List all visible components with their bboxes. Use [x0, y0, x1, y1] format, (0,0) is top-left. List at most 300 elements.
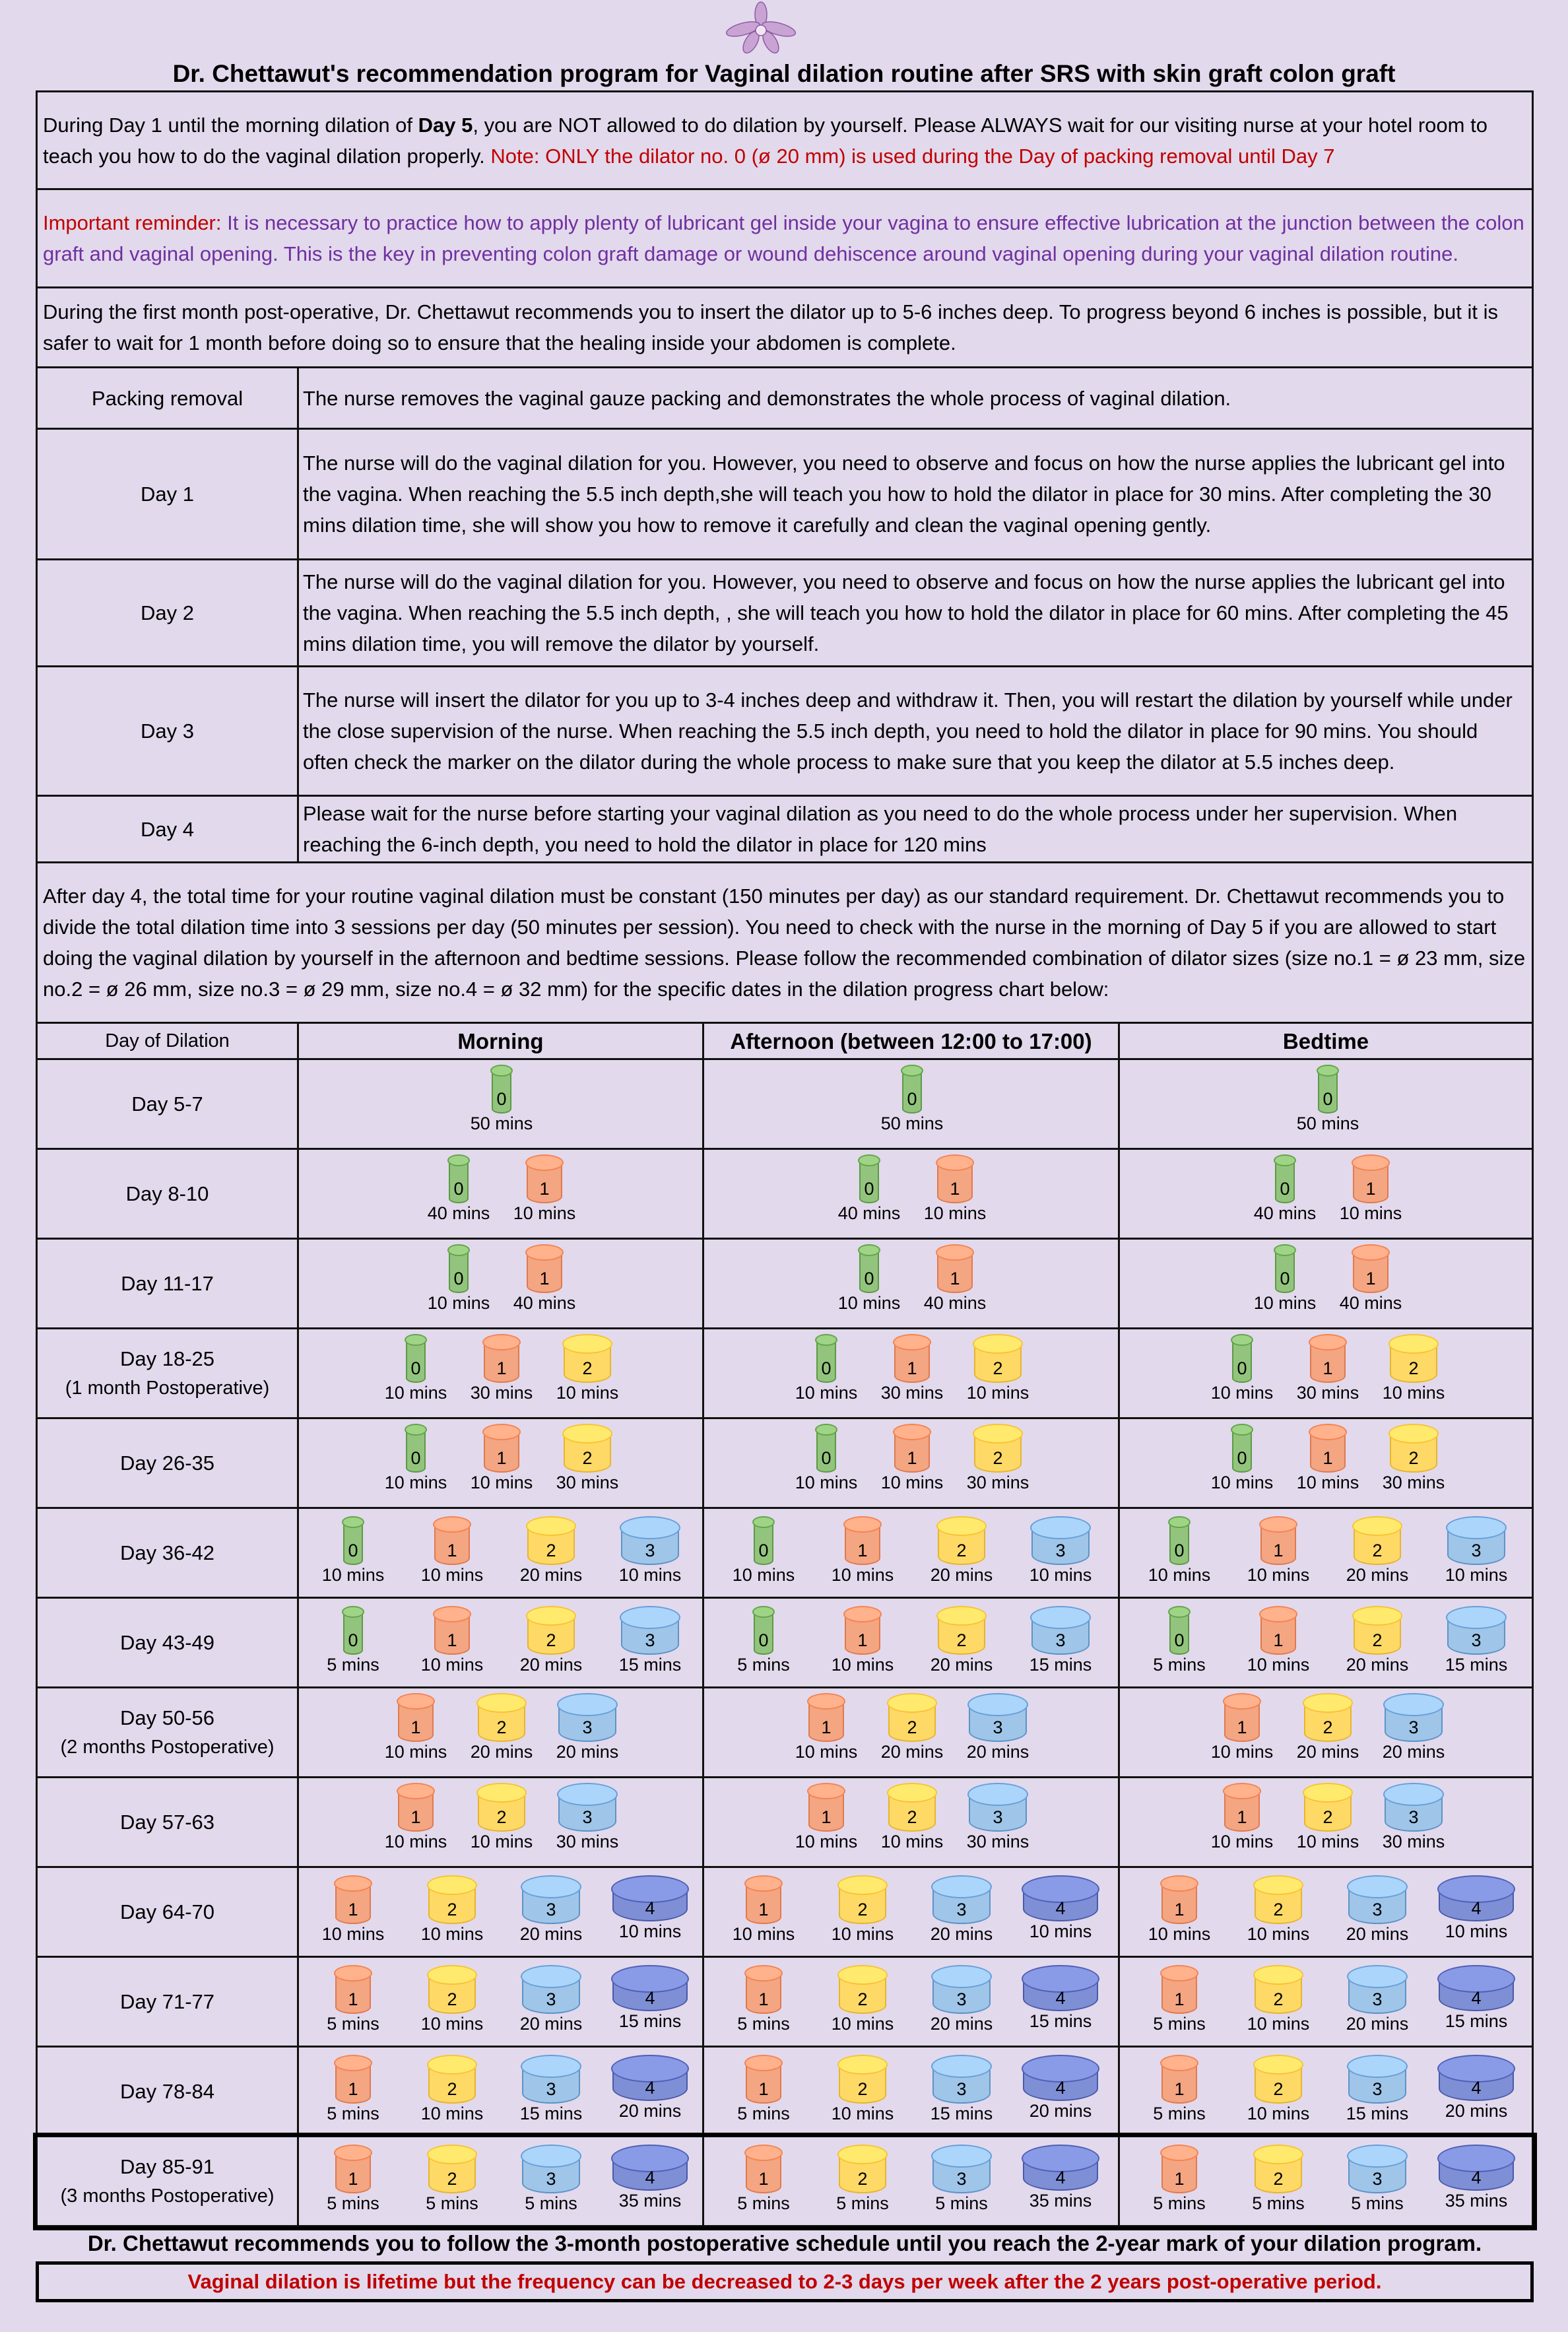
slot-morning [298, 1508, 703, 1598]
dilator-size-label: 1 [758, 2169, 769, 2189]
slot-afternoon [703, 1149, 1119, 1239]
dilator-size-1 [1136, 2145, 1222, 2213]
dilator-size-label: 2 [907, 1717, 917, 1737]
dilator-duration: 10 mins [470, 1473, 533, 1492]
slot-bedtime [1119, 1598, 1533, 1688]
dilator-size-label: 0 [1280, 1179, 1290, 1199]
dilator-cylinder-icon [449, 1154, 469, 1203]
schedule-day-label: Day 85-91 [119, 2154, 215, 2178]
important-reminder [37, 189, 1533, 288]
schedule-row [37, 2137, 1533, 2226]
dilator-size-label: 2 [546, 1630, 556, 1650]
dilator-cylinder-icon [398, 1693, 434, 1742]
dilator-size-0 [373, 1334, 459, 1403]
dilator-size-0 [416, 1154, 502, 1223]
dilator-duration: 10 mins [1382, 1383, 1445, 1403]
dilator-size-3 [919, 1875, 1004, 1944]
dilator-cylinder-icon [808, 1693, 844, 1742]
dilator-size-1 [912, 1244, 998, 1313]
dilator-cylinder-icon [434, 1606, 470, 1655]
dilator-duration: 10 mins [923, 1203, 987, 1223]
dilator-size-2 [919, 1606, 1004, 1675]
dilator-size-label: 0 [821, 1448, 832, 1468]
dilator-duration: 30 mins [1296, 1383, 1359, 1403]
dilator-size-3 [607, 1606, 693, 1675]
dilator-cylinder-icon [974, 1424, 1022, 1473]
schedule-day [37, 1239, 298, 1329]
dilator-duration: 10 mins [1445, 1921, 1508, 1941]
dilator-size-label: 2 [1372, 1541, 1383, 1560]
dilator-size-label: 1 [1323, 1358, 1333, 1378]
early-day-description: The nurse removes the vaginal gauze packing and demonstrates the whole process of vaginal dilation. [298, 368, 1533, 429]
slot-bedtime [1119, 1418, 1533, 1508]
dilator-size-2 [459, 1783, 544, 1851]
dilator-duration: 20 mins [519, 1655, 583, 1675]
dilator-size-label: 2 [447, 2079, 457, 2099]
dilator-size-3 [1433, 1606, 1519, 1675]
dilator-duration: 10 mins [1210, 1832, 1274, 1851]
dilator-size-1 [502, 1154, 587, 1223]
dilator-cylinder-icon [1023, 2055, 1098, 2101]
dilator-duration: 10 mins [880, 1832, 944, 1851]
slot-afternoon [703, 1598, 1119, 1688]
slot-afternoon [703, 2137, 1119, 2226]
dilator-size-label: 4 [645, 1898, 655, 1918]
dilator-cylinder-icon [1255, 2145, 1302, 2193]
dilator-duration: 20 mins [519, 1565, 583, 1585]
dilator-size-1 [783, 1783, 869, 1851]
dilator-size-3 [1371, 1783, 1456, 1851]
dilator-size-label: 1 [1174, 1989, 1185, 2009]
dilator-duration: 15 mins [1346, 2104, 1409, 2123]
dilator-cylinder-icon [522, 1875, 580, 1924]
dilator-size-0 [1199, 1424, 1285, 1492]
dilator-duration: 30 mins [1382, 1473, 1445, 1492]
dilator-duration: 30 mins [880, 1383, 944, 1403]
dilator-duration: 10 mins [420, 2014, 484, 2034]
dilator-size-label: 2 [956, 1541, 967, 1560]
early-day-description: The nurse will insert the dilator for you up to 3-4 inches deep and withdraw it. Then, you will restart the dilation by yourself while under the close supervision of the nurse. When reaching the 5.5 inch depth, you need to hold the dilator in place for 90 mins. You should often check the marker on the dilator during the whole process to make sure that you keep the dilator at 5.5 inches deep. [298, 667, 1533, 796]
dilator-size-label: 2 [993, 1448, 1003, 1468]
dilator-size-label: 2 [857, 1989, 868, 2009]
schedule-row [37, 1688, 1533, 1778]
early-day-description: The nurse will do the vaginal dilation for you. However, you need to observe and focus on how the nurse applies the lubricant gel into the vagina. When reaching the 5.5 inch depth, , she will teach you how to hold the dilator in place for 60 mins. After completing the 45 mins dilation time, you will remove the dilator by yourself. [298, 560, 1533, 667]
dilator-cylinder-icon [1260, 1516, 1296, 1565]
dilator-size-label: 4 [1471, 2078, 1482, 2098]
dilator-size-label: 1 [447, 1541, 457, 1560]
slot-afternoon [703, 1778, 1119, 1867]
dilator-size-label: 1 [348, 1989, 358, 2009]
dilator-size-1 [310, 1875, 396, 1944]
dilator-size-label: 0 [1174, 1630, 1185, 1650]
dilator-cylinder-icon [1161, 1875, 1197, 1924]
dilator-cylinder-icon [335, 1965, 371, 2014]
dilator-size-3 [544, 1693, 630, 1762]
dilator-size-label: 2 [1323, 1717, 1333, 1737]
dilator-size-2 [409, 1875, 495, 1944]
schedule-day-label: Day 78-84 [119, 2079, 215, 2103]
dilator-size-label: 1 [821, 1807, 832, 1827]
dilator-size-4 [1433, 1875, 1519, 1941]
dilator-size-label: 2 [857, 1900, 868, 1919]
dilator-cylinder-icon [478, 1693, 525, 1742]
dilator-size-label: 0 [758, 1541, 769, 1560]
dilator-size-label: 4 [645, 2078, 655, 2098]
intro-table [36, 90, 1534, 1024]
slot-morning [298, 1329, 703, 1418]
dilator-size-label: 1 [496, 1448, 507, 1468]
dilator-size-label: 2 [1408, 1448, 1419, 1468]
dilator-cylinder-icon [816, 1334, 836, 1383]
chart-header-row [37, 1023, 1533, 1059]
dilator-duration: 5 mins [1153, 2104, 1206, 2123]
dilator-size-4 [1433, 1965, 1519, 2031]
dilator-size-4 [607, 1875, 693, 1941]
dilator-duration: 15 mins [1029, 2011, 1092, 2031]
dilator-size-0 [1285, 1065, 1371, 1133]
dilator-duration: 10 mins [1247, 1924, 1310, 1944]
early-day-label: Packing removal [37, 368, 298, 429]
header-afternoon: Afternoon (between 12:00 to 17:00) [703, 1023, 1119, 1059]
dilator-duration: 20 mins [556, 1742, 619, 1762]
dilator-cylinder-icon [1161, 2145, 1197, 2193]
dilator-size-2 [459, 1693, 544, 1762]
dilator-size-label: 0 [496, 1089, 507, 1109]
dilator-cylinder-icon [1348, 1875, 1406, 1924]
dilator-cylinder-icon [845, 1606, 880, 1655]
dilator-duration: 10 mins [795, 1832, 858, 1851]
dilator-size-label: 3 [1372, 2079, 1383, 2099]
dilator-size-label: 0 [758, 1630, 769, 1650]
dilator-cylinder-icon [527, 1606, 575, 1655]
dilator-size-2 [1334, 1516, 1420, 1585]
dilator-size-2 [955, 1424, 1041, 1492]
reminder-text: It is necessary to practice how to apply plenty of lubricant gel inside your vagina to ensure effective lubrication at the junction between the colon graft and vaginal opening. This is the key in preventing colon graft damage or wound dehiscence around vaginal opening during your vaginal dilation routine. [43, 211, 1524, 265]
dilator-cylinder-icon [612, 1875, 688, 1921]
dilator-duration: 40 mins [1339, 1293, 1402, 1313]
schedule-day-label: Day 36-42 [119, 1541, 215, 1564]
dilator-cylinder-icon [1169, 1516, 1189, 1565]
dilator-cylinder-icon [1385, 1693, 1443, 1742]
dilator-duration: 10 mins [1445, 1565, 1508, 1585]
dilator-size-label: 3 [956, 1900, 967, 1919]
early-day-label: Day 2 [37, 560, 298, 667]
dilator-size-label: 2 [447, 2169, 457, 2189]
dilator-size-label: 2 [1273, 2079, 1284, 2099]
dilator-size-label: 0 [453, 1179, 464, 1199]
dilator-size-label: 3 [582, 1807, 593, 1827]
dilator-size-label: 2 [1273, 1989, 1284, 2009]
schedule-row [37, 1598, 1533, 1688]
dilator-duration: 10 mins [384, 1383, 447, 1403]
dilator-size-2 [869, 1783, 955, 1851]
dilator-size-4 [1018, 2145, 1103, 2211]
dilator-cylinder-icon [746, 1965, 781, 2014]
schedule-day [37, 1867, 298, 1957]
dilator-cylinder-icon [938, 1516, 985, 1565]
schedule-day-label: Day 50-56 [119, 1706, 215, 1729]
dilator-size-label: 2 [1323, 1807, 1333, 1827]
dilator-cylinder-icon [484, 1424, 519, 1473]
dilator-cylinder-icon [406, 1424, 426, 1473]
dilator-size-1 [373, 1693, 459, 1762]
dilator-size-2 [508, 1606, 594, 1675]
dilator-duration: 20 mins [1296, 1742, 1359, 1762]
dilator-duration: 10 mins [831, 1655, 894, 1675]
footer-lifetime-note: Vaginal dilation is lifetime but the frequency can be decreased to 2-3 days per week after the 2 years post-operative period. [36, 2261, 1534, 2302]
dilator-cylinder-icon [1031, 1516, 1090, 1565]
dilator-size-label: 3 [1372, 1989, 1383, 2009]
dilator-size-0 [826, 1154, 912, 1223]
dilator-duration: 50 mins [1296, 1114, 1359, 1133]
slot-afternoon [703, 1867, 1119, 1957]
dilator-duration: 5 mins [327, 2104, 379, 2123]
dilator-duration: 10 mins [795, 1383, 858, 1403]
schedule-row [37, 1778, 1533, 1867]
dilator-cylinder-icon [1348, 2055, 1406, 2104]
intro-text-cont: , you are NOT allowed to do dilation by yourself. Please ALWAYS wait for our visiting nurse at your hotel room to teach you how to do the vaginal dilation properly. [43, 113, 1487, 168]
schedule-day-label: Day 71-77 [119, 1989, 215, 2013]
dilator-cylinder-icon [1348, 2145, 1406, 2193]
dilator-size-4 [1433, 2055, 1519, 2121]
dilator-cylinder-icon [839, 2055, 886, 2104]
dilator-size-3 [919, 1965, 1004, 2034]
dilator-duration: 10 mins [1339, 1203, 1402, 1223]
dilator-size-1 [1328, 1244, 1414, 1313]
dilator-duration: 10 mins [795, 1473, 858, 1492]
dilator-duration: 5 mins [1153, 1655, 1206, 1675]
dilator-size-3 [508, 2145, 594, 2213]
dilator-size-label: 3 [645, 1541, 655, 1560]
schedule-day-note: (1 month Postoperative) [65, 1377, 270, 1399]
dilator-size-1 [459, 1334, 544, 1403]
dilator-size-label: 4 [1055, 1898, 1066, 1918]
dilator-size-1 [721, 2055, 806, 2123]
intro-text: During Day 1 until the morning dilation of [43, 113, 418, 137]
dilator-size-1 [459, 1424, 544, 1492]
dilator-duration: 50 mins [470, 1114, 533, 1133]
dilator-size-label: 2 [582, 1448, 593, 1468]
dilator-size-label: 0 [410, 1448, 421, 1468]
dilator-size-3 [508, 2055, 594, 2123]
schedule-row [37, 1149, 1533, 1239]
dilator-duration: 10 mins [1296, 1473, 1359, 1492]
dilator-size-label: 3 [1055, 1630, 1066, 1650]
dilator-cylinder-icon [938, 1606, 985, 1655]
dilator-size-1 [1328, 1154, 1414, 1223]
dilator-duration: 10 mins [831, 1565, 894, 1585]
dilator-size-label: 3 [645, 1630, 655, 1650]
dilator-size-label: 2 [1273, 1900, 1284, 1919]
dilator-size-3 [1018, 1606, 1103, 1675]
dilator-duration: 30 mins [966, 1832, 1029, 1851]
dilator-duration: 10 mins [1210, 1473, 1274, 1492]
dilator-cylinder-icon [343, 1516, 363, 1565]
dilator-duration: 5 mins [426, 2193, 478, 2213]
dilator-cylinder-icon [1275, 1154, 1295, 1203]
dilator-size-1 [1235, 1516, 1321, 1585]
dilator-duration: 20 mins [1346, 1565, 1409, 1585]
dilator-size-2 [1371, 1334, 1456, 1403]
dilator-duration: 15 mins [519, 2104, 583, 2123]
slot-afternoon [703, 1329, 1119, 1418]
dilator-cylinder-icon [1304, 1783, 1352, 1832]
dilator-size-0 [1136, 1606, 1222, 1675]
orchid-logo-icon [718, 1, 804, 55]
dilator-size-label: 2 [546, 1541, 556, 1560]
dilator-cylinder-icon [343, 1606, 363, 1655]
dilator-size-label: 1 [857, 1630, 868, 1650]
dilator-size-1 [1285, 1334, 1371, 1403]
dilator-duration: 5 mins [1252, 2193, 1305, 2213]
dilator-duration: 5 mins [327, 1655, 379, 1675]
dilator-cylinder-icon [1232, 1424, 1252, 1473]
dilator-cylinder-icon [621, 1606, 679, 1655]
dilator-cylinder-icon [1275, 1244, 1295, 1293]
dilator-cylinder-icon [754, 1606, 773, 1655]
dilator-size-label: 1 [1174, 2079, 1185, 2099]
dilator-cylinder-icon [894, 1334, 930, 1383]
dilator-cylinder-icon [478, 1783, 525, 1832]
reminder-label: Important reminder: [43, 211, 228, 234]
dilator-size-4 [1018, 1875, 1103, 1941]
early-day-label: Day 3 [37, 667, 298, 796]
dilator-cylinder-icon [859, 1154, 879, 1203]
dilator-size-label: 4 [645, 1988, 655, 2008]
dilator-duration: 20 mins [1445, 2101, 1508, 2121]
dilator-cylinder-icon [1353, 1154, 1388, 1203]
dilator-cylinder-icon [434, 1516, 470, 1565]
dilator-duration: 30 mins [556, 1832, 619, 1851]
dilator-size-2 [544, 1334, 630, 1403]
dilator-size-2 [1285, 1693, 1371, 1762]
dilator-size-1 [1285, 1424, 1371, 1492]
dilator-size-2 [1334, 1606, 1420, 1675]
slot-morning [298, 1867, 703, 1957]
dilator-size-1 [912, 1154, 998, 1223]
dilator-duration: 15 mins [618, 1655, 682, 1675]
dilator-size-1 [373, 1783, 459, 1851]
dilator-size-label: 2 [1273, 2169, 1284, 2189]
dilator-size-label: 1 [1174, 2169, 1185, 2189]
dilator-cylinder-icon [1310, 1424, 1346, 1473]
dilator-size-1 [721, 2145, 806, 2213]
intro-bold-day: Day 5 [418, 113, 473, 137]
dilator-size-2 [1285, 1783, 1371, 1851]
dilator-size-label: 0 [1323, 1089, 1333, 1109]
dilator-size-label: 1 [950, 1179, 960, 1199]
dilator-duration: 15 mins [618, 2011, 682, 2031]
dilator-size-label: 2 [1408, 1358, 1419, 1378]
dilator-duration: 20 mins [519, 2014, 583, 2034]
dilator-cylinder-icon [1169, 1606, 1189, 1655]
dilator-size-1 [1136, 1965, 1222, 2034]
dilator-size-0 [1242, 1154, 1328, 1223]
dilator-cylinder-icon [1304, 1693, 1352, 1742]
dilator-size-2 [544, 1424, 630, 1492]
dilator-duration: 10 mins [880, 1473, 944, 1492]
dilator-duration: 20 mins [470, 1742, 533, 1762]
dilator-cylinder-icon [746, 2055, 781, 2104]
dilator-size-3 [544, 1783, 630, 1851]
dilator-duration: 10 mins [1247, 1565, 1310, 1585]
dilator-cylinder-icon [1255, 1875, 1302, 1924]
dilator-duration: 10 mins [384, 1832, 447, 1851]
dilator-duration: 20 mins [930, 1565, 993, 1585]
dilator-size-label: 3 [546, 2079, 556, 2099]
schedule-row [37, 1059, 1533, 1149]
slot-afternoon [703, 1239, 1119, 1329]
dilator-cylinder-icon [1260, 1606, 1296, 1655]
dilator-size-label: 3 [1471, 1541, 1482, 1560]
dilator-size-4 [607, 2055, 693, 2121]
dilator-cylinder-icon [1023, 2145, 1098, 2191]
dilator-size-1 [783, 1693, 869, 1762]
dilator-size-label: 0 [907, 1089, 917, 1109]
dilator-size-3 [1334, 2145, 1420, 2213]
dilator-size-label: 1 [410, 1717, 421, 1737]
slot-bedtime [1119, 1149, 1533, 1239]
dilator-cylinder-icon [621, 1516, 679, 1565]
dilator-duration: 40 mins [923, 1293, 987, 1313]
slot-morning [298, 1688, 703, 1778]
schedule-day [37, 1329, 298, 1418]
dilator-size-3 [508, 1965, 594, 2034]
dilator-size-label: 1 [496, 1358, 507, 1378]
dilator-size-1 [820, 1516, 905, 1585]
dilator-cylinder-icon [888, 1693, 936, 1742]
dilator-cylinder-icon [527, 1244, 562, 1293]
dilator-cylinder-icon [564, 1334, 611, 1383]
dilator-duration: 20 mins [1029, 2101, 1092, 2121]
dilator-cylinder-icon [522, 2145, 580, 2193]
dilator-size-2 [919, 1516, 1004, 1585]
dilator-size-3 [1334, 2055, 1420, 2123]
dilator-cylinder-icon [428, 2145, 476, 2193]
dilator-cylinder-icon [1447, 1516, 1505, 1565]
slot-morning [298, 1778, 703, 1867]
dilator-cylinder-icon [1232, 1334, 1252, 1383]
dilator-duration: 15 mins [930, 2104, 993, 2123]
schedule-day [37, 1059, 298, 1149]
dilator-cylinder-icon [932, 2055, 991, 2104]
dilator-size-label: 1 [758, 1989, 769, 2009]
slot-bedtime [1119, 2137, 1533, 2226]
dilator-size-1 [1136, 2055, 1222, 2123]
dilator-cylinder-icon [558, 1693, 616, 1742]
dilator-duration: 10 mins [831, 2104, 894, 2123]
dilator-cylinder-icon [558, 1783, 616, 1832]
dilator-size-label: 2 [447, 1900, 457, 1919]
header-bedtime: Bedtime [1119, 1023, 1533, 1059]
dilator-size-label: 3 [993, 1717, 1003, 1737]
dilator-size-3 [1371, 1693, 1456, 1762]
dilator-size-1 [502, 1244, 587, 1313]
dilator-cylinder-icon [398, 1783, 434, 1832]
dilator-size-4 [1018, 2055, 1103, 2121]
dilator-size-label: 4 [1471, 2168, 1482, 2187]
dilator-duration: 20 mins [618, 2101, 682, 2121]
dilator-duration: 35 mins [1445, 2191, 1508, 2211]
slot-afternoon [703, 1418, 1119, 1508]
dilator-cylinder-icon [969, 1693, 1027, 1742]
slot-bedtime [1119, 1867, 1533, 1957]
dilator-size-label: 1 [1365, 1179, 1376, 1199]
dilator-cylinder-icon [484, 1334, 519, 1383]
dilator-cylinder-icon [1447, 1606, 1505, 1655]
dilator-size-4 [1018, 1965, 1103, 2031]
dilator-size-1 [409, 1516, 495, 1585]
